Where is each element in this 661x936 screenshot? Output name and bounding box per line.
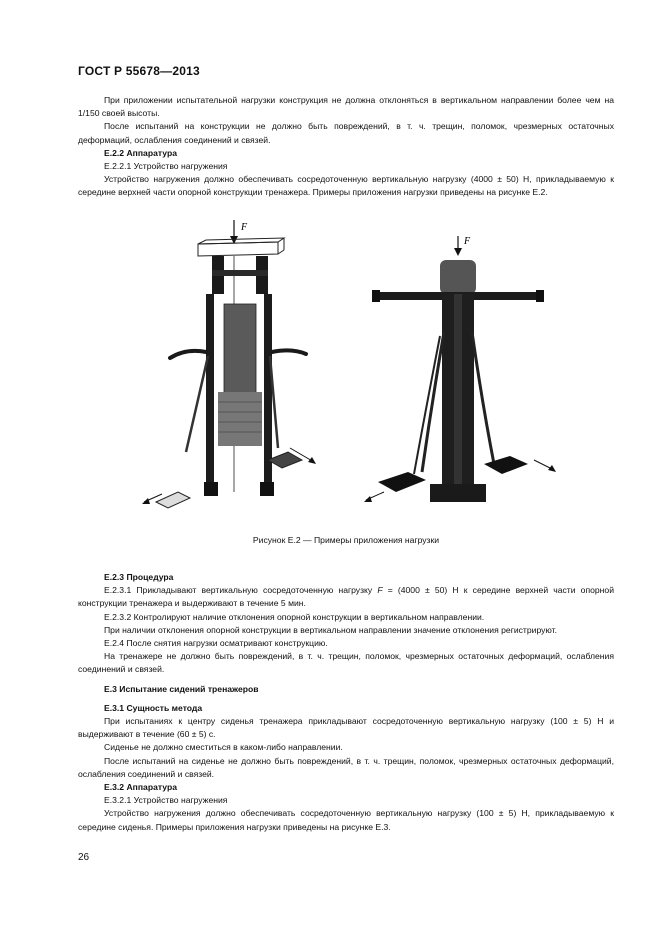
- left-exercise-machine: [142, 220, 316, 508]
- document-code-header: ГОСТ Р 55678—2013: [78, 64, 200, 78]
- heading-e22: Е.2.2 Аппаратура: [104, 147, 177, 158]
- paragraph-e24: Е.2.4 После снятия нагрузки осматривают конструкцию.: [104, 638, 328, 649]
- subheading-e221: Е.2.2.1 Устройство нагружения: [104, 161, 228, 172]
- figure-e2: [78, 212, 614, 522]
- paragraph-seat-shift: Сиденье не должно сместиться в каком-либо направлении.: [104, 742, 343, 753]
- paragraph-seat-damage: После испытаний на сиденье не должно быть повреждений, в т. ч. трещин, поломок, чрезмерных остаточных деформаций, ослабления соединений и связей.: [78, 755, 614, 779]
- e231-force-symbol: F: [377, 585, 383, 596]
- right-exercise-machine: [364, 236, 556, 502]
- bottom-text-block: [78, 571, 614, 834]
- figure-caption: Рисунок Е.2 — Примеры приложения нагрузки: [252, 535, 440, 545]
- paragraph-deflection-limit: При приложении испытательной нагрузки конструкция не должна отклоняться в вертикальном направлении более чем на 1/150 своей высоты.: [78, 95, 614, 119]
- force-label-right: F: [464, 236, 471, 247]
- page-number: 26: [78, 852, 90, 863]
- heading-e32: Е.3.2 Аппаратура: [104, 782, 177, 793]
- paragraph-machine-damage: На тренажере не должно быть повреждений, в т. ч. трещин, поломок, чрезмерных остаточных деформаций, ослабления соединений и связей.: [78, 651, 614, 675]
- paragraph-seat-load-device: Устройство нагружения должно обеспечивать сосредоточенную вертикальную нагрузку (100 ± 5) Н, прикладываемую к середине сиденья. Примеры приложения нагрузки приведены на рисунке Е.3.: [78, 808, 614, 832]
- paragraph-no-damage: После испытаний на конструкции не должно быть повреждений, в т. ч. трещин, поломок, чрезмерных остаточных деформаций, ослабления соединений и связей.: [78, 121, 614, 145]
- subheading-e321: Е.3.2.1 Устройство нагружения: [104, 795, 228, 806]
- paragraph-e232: Е.2.3.2 Контролируют наличие отклонения опорной конструкции в вертикальном направлении.: [104, 611, 485, 622]
- e231-text-end: = (4000 ± 50) Н к середине верхней части опорной конструкции тренажера и выдерживают в течение 5 мин.: [78, 585, 614, 609]
- heading-e31: Е.3.1 Сущность метода: [104, 702, 203, 713]
- paragraph-e231: [78, 584, 614, 610]
- force-label-left: F: [241, 222, 248, 233]
- paragraph-method: При испытаниях к центру сиденья тренажера прикладывают сосредоточенную вертикальную нагрузку (100 ± 5) Н и выдерживают в течение (60 ± 5) с.: [78, 716, 614, 740]
- heading-e23: Е.2.3 Процедура: [104, 572, 174, 582]
- paragraph-deviation-record: При наличии отклонения опорной конструкции в вертикальном направлении значение отклонения регистрируют.: [104, 624, 558, 635]
- paragraph-load-device: Устройство нагружения должно обеспечивать сосредоточенную вертикальную нагрузку (4000 ± 50) Н, прикладываемую к середине верхней части опорной конструкции тренажера. Примеры приложения нагрузки приведены на рисунке Е.2.: [78, 174, 614, 198]
- figure-e2-illustration: [78, 212, 614, 522]
- e231-text-start: Е.2.3.1 Прикладывают вертикальную сосредоточенную нагрузку: [104, 585, 378, 596]
- top-text-block: [78, 94, 614, 200]
- figure-caption-block: [78, 534, 614, 547]
- heading-e3: Е.3 Испытание сидений тренажеров: [104, 683, 259, 694]
